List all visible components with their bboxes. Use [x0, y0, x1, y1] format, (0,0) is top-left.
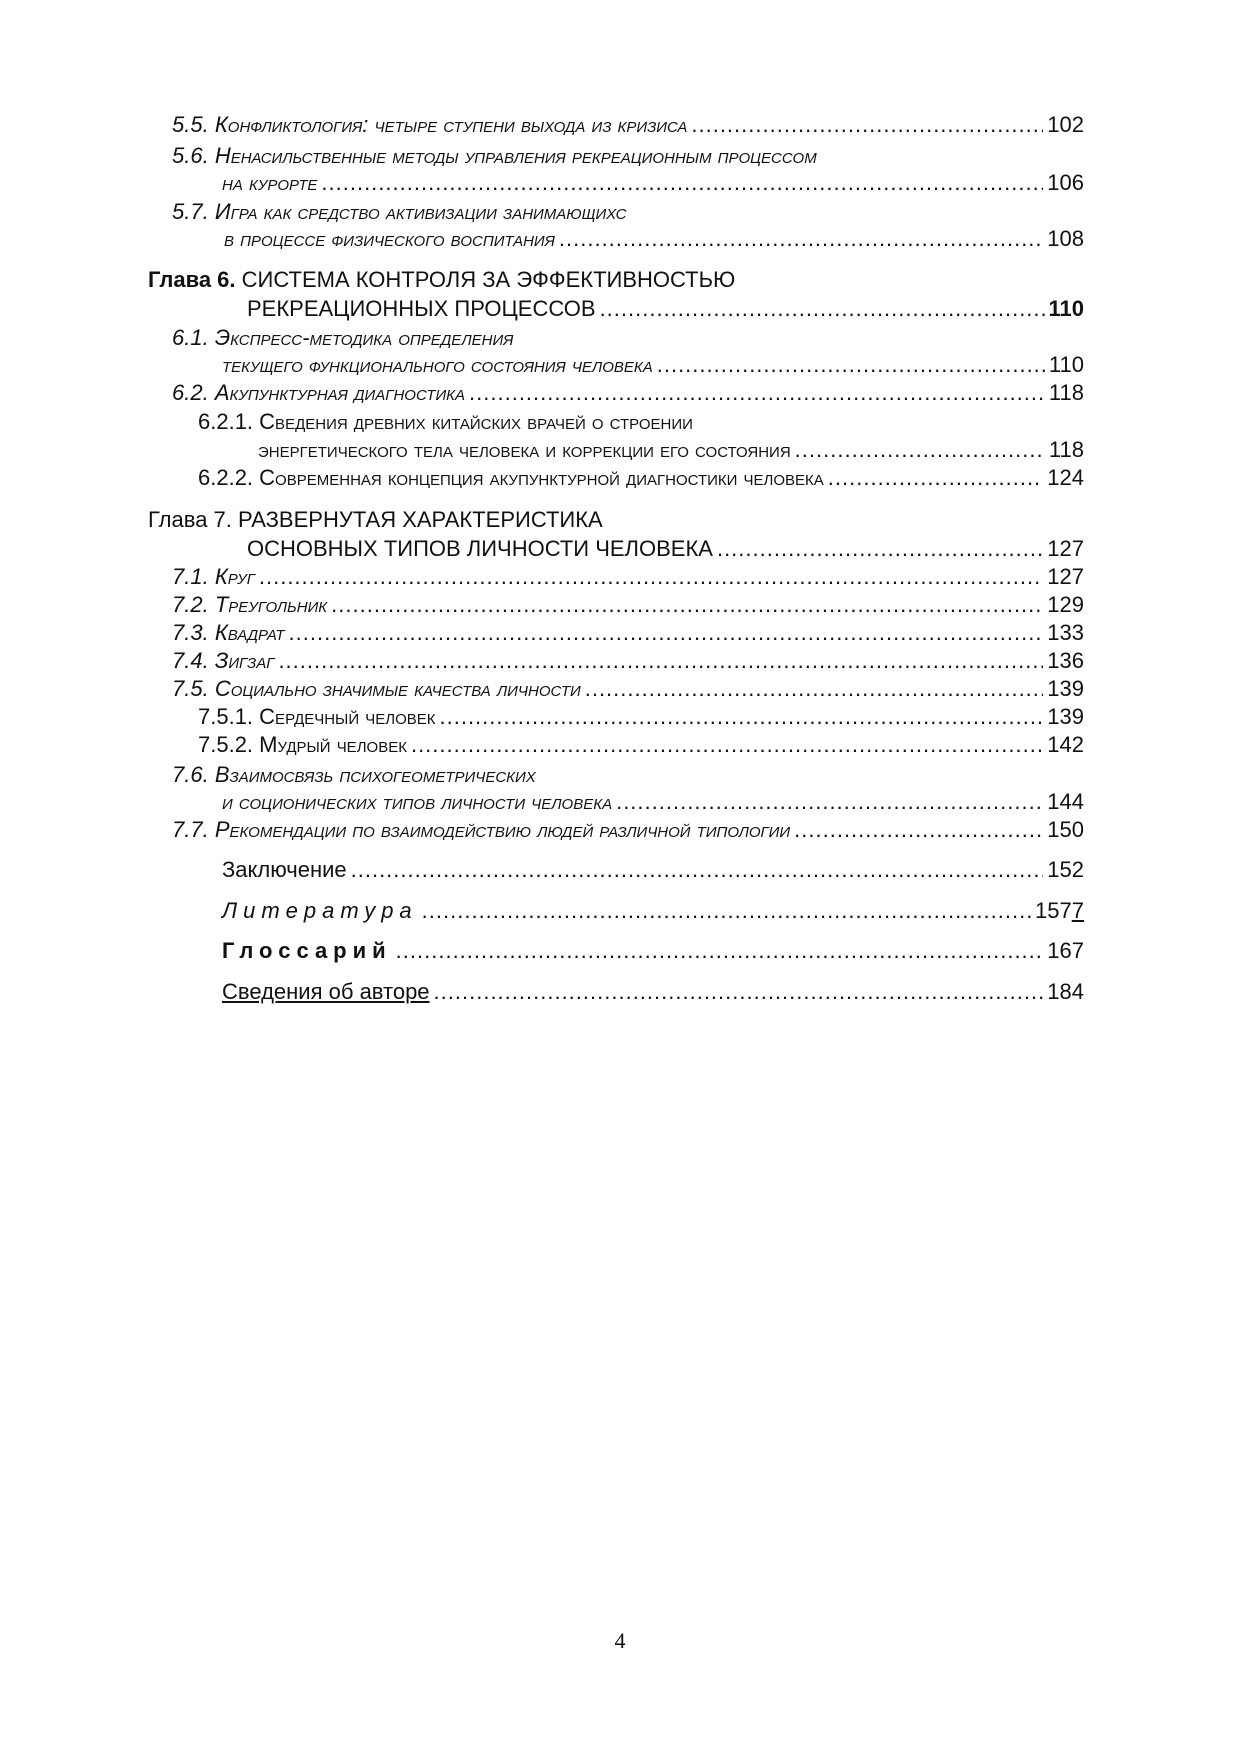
entry-page: 184: [1047, 979, 1084, 1004]
toc-entry-7-5-1: [198, 704, 1084, 730]
dot-leader: [469, 380, 1045, 406]
dot-leader: [828, 465, 1043, 491]
toc-entry-7-6-line1: [172, 762, 536, 788]
entry-number: 5.5.: [172, 112, 209, 137]
toc-entry-6-2-2: [198, 465, 1084, 491]
entry-page: 152: [1047, 857, 1084, 882]
toc-entry-literature: [222, 898, 1084, 924]
toc-entry-6-2: [172, 380, 1084, 406]
toc-entry-6-2-1-line2: [258, 437, 1084, 463]
entry-title-continued: энергетического тела человека и коррекции его состояния: [258, 437, 791, 462]
entry-number: 5.7.: [172, 199, 209, 224]
entry-title: Акупунктурная диагностика: [214, 380, 466, 405]
chapter-title: СИСТЕМА КОНТРОЛЯ ЗА ЭФФЕКТИВНОСТЬЮ: [241, 267, 736, 292]
entry-page: 133: [1047, 620, 1084, 645]
toc-entry-6-2-1-line1: [198, 409, 693, 435]
entry-page: 102: [1047, 112, 1084, 137]
entry-number: 7.2.: [172, 592, 209, 617]
toc-entry-7-6-line2: [222, 789, 1084, 815]
entry-page: 118: [1048, 380, 1084, 405]
entry-number: 7.5.: [172, 676, 209, 701]
dot-leader: [691, 112, 1043, 138]
entry-page: 144: [1047, 789, 1084, 814]
dot-leader: [396, 938, 1044, 964]
dot-leader: [289, 620, 1044, 646]
entry-title: Социально значимые качества личности: [214, 676, 581, 701]
dot-leader: [278, 648, 1043, 674]
entry-number: 7.4.: [172, 648, 209, 673]
entry-title: Сведения об авторе: [222, 979, 430, 1004]
entry-title: Игра как средство активизации занимающихс: [214, 199, 627, 224]
entry-title-continued: и соционических типов личности человека: [222, 789, 613, 814]
entry-page: 150: [1047, 817, 1084, 842]
entry-title: Глоссарий: [222, 938, 392, 963]
toc-entry-7-2: [172, 592, 1084, 618]
chapter-title-continued: ОСНОВНЫХ ТИПОВ ЛИЧНОСТИ ЧЕЛОВЕКА: [247, 536, 713, 561]
entry-title: Литература: [222, 898, 418, 923]
entry-title: Заключение: [222, 857, 347, 882]
dot-leader: [422, 898, 1031, 924]
entry-number: 7.6.: [172, 762, 209, 787]
entry-number: 6.1.: [172, 325, 209, 350]
toc-entry-glossary: [222, 938, 1084, 964]
chapter-page: 127: [1047, 536, 1084, 561]
entry-title: Взаимосвязь психогеометрических: [214, 762, 536, 787]
entry-page: 118: [1048, 437, 1084, 462]
toc-entry-6-1-line2: [222, 352, 1084, 378]
chapter-label: Глава 6.: [148, 267, 236, 292]
toc-entry-6-1-line1: [172, 325, 513, 351]
toc-entry-7-1: [172, 564, 1084, 590]
toc-entry-5-7-line1: [172, 199, 627, 225]
toc-entry-5-6-line1: [172, 143, 817, 169]
dot-leader: [616, 789, 1043, 815]
entry-page: 157: [1035, 898, 1072, 923]
dot-leader: [657, 352, 1045, 378]
chapter-title: РАЗВЕРНУТАЯ ХАРАКТЕРИСТИКА: [238, 507, 603, 532]
entry-number: 6.2.1.: [198, 409, 254, 434]
entry-number: 6.2.: [172, 380, 209, 405]
entry-number: 7.5.1.: [198, 704, 254, 729]
toc-entry-7-3: [172, 620, 1084, 646]
dot-leader: [331, 592, 1043, 618]
entry-number: 5.6.: [172, 143, 209, 168]
toc-entry-about-author: [222, 979, 1084, 1005]
dot-leader: [559, 226, 1043, 252]
entry-page: 110: [1048, 352, 1084, 377]
entry-title: Квадрат: [214, 620, 285, 645]
dot-leader: [411, 732, 1043, 758]
dot-leader: [434, 979, 1044, 1005]
dot-leader: [259, 564, 1043, 590]
toc-entry-7-7: [172, 817, 1084, 843]
entry-number: 7.5.2.: [198, 732, 254, 757]
entry-title: Треугольник: [214, 592, 328, 617]
toc-entry-7-5: [172, 676, 1084, 702]
entry-page-suffix: 7: [1071, 898, 1084, 923]
chapter-title-continued: РЕКРЕАЦИОННЫХ ПРОЦЕССОВ: [247, 296, 596, 321]
entry-title: Рекомендации по взаимодействию людей различной типологии: [214, 817, 791, 842]
entry-number: 7.3.: [172, 620, 209, 645]
entry-title: Современная концепция акупунктурной диагностики человека: [259, 465, 824, 490]
toc-chapter-7-line1: [148, 507, 603, 533]
entry-title-continued: текущего функционального состояния человека: [222, 352, 653, 377]
entry-page: 106: [1047, 170, 1084, 195]
toc-chapter-7-line2: [247, 536, 1084, 562]
toc-entry-5-6-line2: [222, 170, 1084, 196]
toc-chapter-6-line1: [148, 267, 735, 293]
entry-page: 127: [1047, 564, 1084, 589]
entry-title-continued: на курорте: [222, 170, 318, 195]
entry-page: 108: [1047, 226, 1084, 251]
entry-title-continued: в процессе физического воспитания: [224, 226, 555, 251]
dot-leader: [795, 437, 1045, 463]
entry-title: Конфликтология: четыре ступени выхода из кризиса: [214, 112, 688, 137]
entry-number: 7.7.: [172, 817, 209, 842]
entry-page: 139: [1047, 676, 1084, 701]
entry-title: Ненасильственные методы управления рекреационным процессом: [214, 143, 817, 168]
toc-chapter-6-line2: [247, 296, 1084, 322]
entry-title: Мудрый человек: [259, 732, 407, 757]
toc-entry-conclusion: [222, 857, 1084, 883]
entry-number: 6.2.2.: [198, 465, 254, 490]
toc-entry-5-5: [172, 112, 1084, 138]
dot-leader: [440, 704, 1044, 730]
entry-number: 7.1.: [172, 564, 209, 589]
chapter-page: 110: [1048, 296, 1084, 321]
page-number: 4: [614, 1628, 626, 1653]
entry-page: 129: [1047, 592, 1084, 617]
entry-page: 124: [1047, 465, 1084, 490]
toc-entry-7-4: [172, 648, 1084, 674]
dot-leader: [600, 296, 1045, 322]
entry-title: Сведения древних китайских врачей о строении: [259, 409, 693, 434]
entry-page: 142: [1047, 732, 1084, 757]
dot-leader: [585, 676, 1044, 702]
dot-leader: [794, 817, 1043, 843]
entry-title: Зигзаг: [214, 648, 275, 673]
toc-entry-5-7-line2: [224, 226, 1084, 252]
entry-title: Сердечный человек: [259, 704, 436, 729]
dot-leader: [717, 536, 1043, 562]
chapter-label: Глава 7.: [148, 507, 232, 532]
entry-title: Экспресс-методика определения: [214, 325, 514, 350]
dot-leader: [351, 857, 1044, 883]
entry-page: 167: [1047, 938, 1084, 963]
entry-page: 139: [1047, 704, 1084, 729]
entry-page: 136: [1047, 648, 1084, 673]
toc-entry-7-5-2: [198, 732, 1084, 758]
dot-leader: [321, 170, 1043, 196]
entry-title: Круг: [214, 564, 255, 589]
